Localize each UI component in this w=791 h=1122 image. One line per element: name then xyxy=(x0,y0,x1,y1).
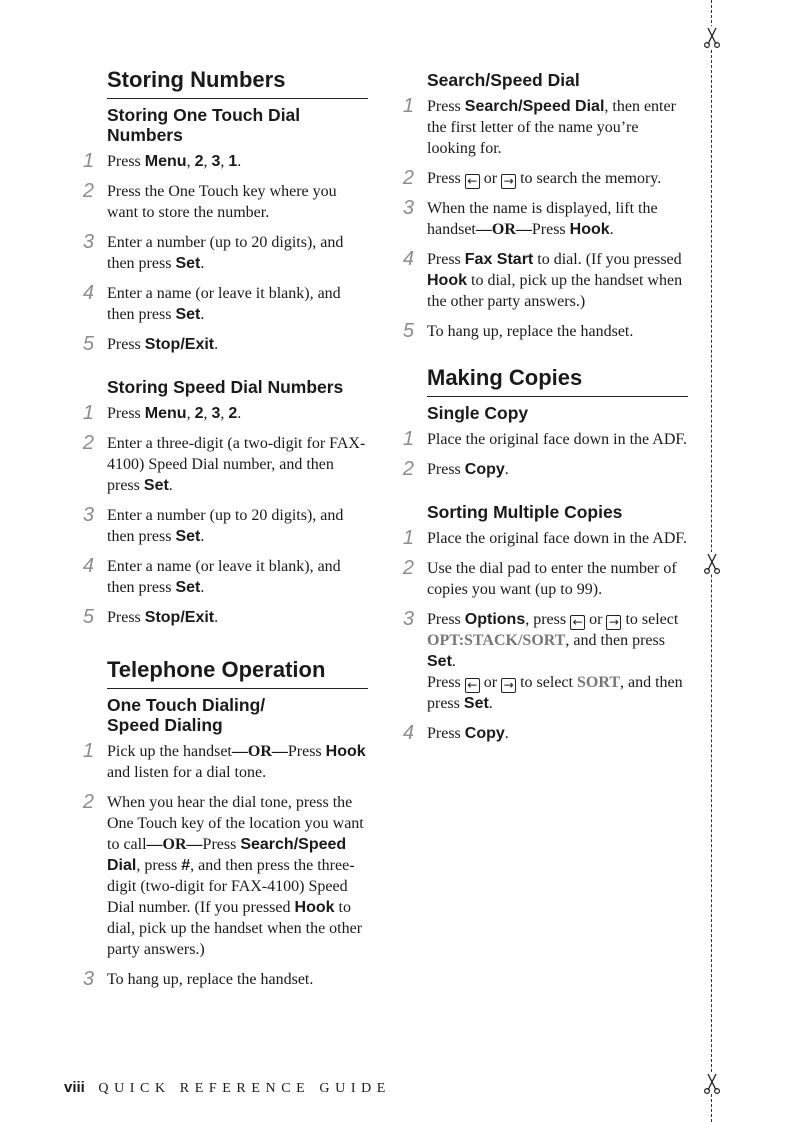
step-text: . xyxy=(200,306,205,323)
subsection-title-line: Speed Dialing xyxy=(107,715,223,735)
step-text: , press xyxy=(525,611,571,628)
step-text: Press xyxy=(427,251,465,268)
key-label: Set xyxy=(175,255,201,272)
step-item xyxy=(78,232,368,274)
key-label: Hook xyxy=(294,899,335,916)
arrow-left-key-icon: ← xyxy=(465,678,480,693)
step-number: 2 xyxy=(82,791,94,813)
step-text: Enter a name (or leave it blank), and then press xyxy=(107,285,341,323)
key-label: Menu xyxy=(144,405,187,422)
step-number: 5 xyxy=(82,606,94,628)
step-text: . xyxy=(237,153,242,170)
step-text: Enter a name (or leave it blank), and then press xyxy=(107,558,341,596)
page-number: viii xyxy=(64,1079,85,1096)
step-text: Press xyxy=(287,743,326,760)
step-item xyxy=(398,96,688,159)
step-item xyxy=(398,249,688,312)
step-text: , then enter the first letter of the name you’re looking for. xyxy=(427,98,676,157)
step-text: Press xyxy=(427,461,465,478)
key-label: Set xyxy=(175,528,201,545)
step-text: and listen for a dial tone. xyxy=(107,764,267,781)
key-label: Hook xyxy=(569,221,610,238)
scissors-icon xyxy=(702,552,722,574)
step-text: to dial, pick up the handset when the other party answers.) xyxy=(107,899,363,958)
step-text: or xyxy=(479,674,502,691)
step-item xyxy=(78,792,368,960)
step-text: Press xyxy=(427,611,465,628)
step-text: . xyxy=(214,609,219,626)
step-text: Enter a number (up to 20 digits), and then press xyxy=(107,234,344,272)
key-label: Copy xyxy=(464,725,505,742)
key-label: Hook xyxy=(325,743,366,760)
step-item xyxy=(398,429,688,450)
key-label: # xyxy=(181,857,191,874)
step-text: . xyxy=(609,221,614,238)
key-label: Stop/Exit xyxy=(144,609,215,626)
step-text: To hang up, replace the handset. xyxy=(427,323,634,340)
step-text: or xyxy=(479,170,502,187)
step-text: . xyxy=(200,579,205,596)
step-item xyxy=(78,433,368,496)
step-text: . xyxy=(451,653,456,670)
key-label: Search/Speed Dial xyxy=(107,836,347,874)
step-number: 5 xyxy=(82,333,94,355)
key-label: 2 xyxy=(194,405,204,422)
subsection-title-speed-dial: Storing Speed Dial Numbers xyxy=(107,377,344,397)
step-item xyxy=(78,969,368,990)
step-number: 1 xyxy=(402,527,414,549)
step-text: , xyxy=(203,153,212,170)
key-label: Set xyxy=(175,579,201,596)
step-item xyxy=(78,607,368,628)
step-text: Use the dial pad to enter the number of copies you want (up to 99). xyxy=(427,560,677,598)
steps-list xyxy=(78,151,368,355)
subsection-title-dialing xyxy=(107,695,368,735)
or-separator: —OR— xyxy=(231,743,288,760)
subsection-title-single-copy: Single Copy xyxy=(427,403,529,423)
step-text: . xyxy=(200,255,205,272)
step-text: Press the One Touch key where you want to store the number. xyxy=(107,183,337,221)
arrow-left-key-icon: ← xyxy=(465,174,480,189)
step-number: 3 xyxy=(402,197,414,219)
step-number: 4 xyxy=(402,248,414,270)
key-label: Set xyxy=(143,477,169,494)
footer-title: QUICK REFERENCE GUIDE xyxy=(98,1081,391,1096)
step-text: Press xyxy=(427,725,465,742)
step-text: To hang up, replace the handset. xyxy=(107,971,314,988)
key-label: 3 xyxy=(211,153,221,170)
arrow-left-key-icon: ← xyxy=(570,615,585,630)
step-text: , press xyxy=(136,857,182,874)
step-text: , and then press the three-digit (two-digit for FAX-4100) Speed Dial number. (If you pressed xyxy=(107,857,355,916)
step-number: 4 xyxy=(82,555,94,577)
right-column xyxy=(398,66,688,753)
step-item xyxy=(398,609,688,714)
step-item xyxy=(78,741,368,783)
key-label: Menu xyxy=(144,153,187,170)
step-number: 3 xyxy=(82,231,94,253)
step-text: , xyxy=(186,405,195,422)
step-text: Press xyxy=(107,405,145,422)
step-item xyxy=(78,181,368,223)
step-text: Press xyxy=(427,170,465,187)
step-text: Press xyxy=(427,674,465,691)
step-number: 3 xyxy=(82,968,94,990)
step-item xyxy=(78,334,368,355)
scissors-icon xyxy=(702,1072,722,1094)
steps-list xyxy=(398,96,688,342)
key-label: Copy xyxy=(464,461,505,478)
step-text: , xyxy=(186,153,195,170)
step-item xyxy=(78,151,368,172)
step-item xyxy=(398,321,688,342)
steps-list xyxy=(78,403,368,628)
arrow-right-key-icon: → xyxy=(501,678,516,693)
step-number: 4 xyxy=(82,282,94,304)
step-text: , xyxy=(220,153,229,170)
step-text: . xyxy=(214,336,219,353)
step-text: . xyxy=(237,405,242,422)
step-text: Press xyxy=(427,98,465,115)
step-text: to select xyxy=(621,611,679,628)
step-number: 4 xyxy=(402,722,414,744)
step-text: When the name is displayed, lift the handset xyxy=(427,200,658,238)
step-text: Press xyxy=(107,336,145,353)
step-item xyxy=(78,283,368,325)
step-text: . xyxy=(504,461,509,478)
or-separator: —OR— xyxy=(146,836,203,853)
scissors-icon xyxy=(702,26,722,48)
step-text: to dial. (If you pressed xyxy=(533,251,682,268)
step-text: Press xyxy=(107,609,145,626)
key-label: Set xyxy=(427,653,452,670)
step-text: . xyxy=(504,725,509,742)
key-label: 2 xyxy=(228,405,238,422)
key-label: Fax Start xyxy=(464,251,534,268)
section-title-storing-numbers: Storing Numbers xyxy=(107,66,368,99)
step-text: to dial, pick up the handset when the other party answers.) xyxy=(427,272,683,310)
step-text: , and then press xyxy=(427,674,683,712)
step-item xyxy=(78,556,368,598)
step-text: Pick up the handset xyxy=(107,743,232,760)
step-text: to search the memory. xyxy=(516,170,662,187)
subsection-title-one-touch: Storing One Touch Dial Numbers xyxy=(107,105,301,145)
key-label: Hook xyxy=(427,272,467,289)
step-item xyxy=(398,198,688,240)
step-text: to select xyxy=(516,674,577,691)
step-number: 3 xyxy=(402,608,414,630)
step-number: 5 xyxy=(402,320,414,342)
step-text: . xyxy=(168,477,173,494)
step-number: 2 xyxy=(402,167,414,189)
step-number: 3 xyxy=(82,504,94,526)
step-number: 1 xyxy=(82,150,94,172)
subsection-title-line: One Touch Dialing/ xyxy=(107,695,266,715)
step-item xyxy=(398,723,688,744)
section-title-telephone-operation: Telephone Operation xyxy=(107,656,368,689)
step-number: 1 xyxy=(82,402,94,424)
key-label: Stop/Exit xyxy=(144,336,215,353)
or-separator: —OR— xyxy=(475,221,532,238)
step-text: Press xyxy=(531,221,570,238)
arrow-right-key-icon: → xyxy=(501,174,516,189)
step-number: 2 xyxy=(402,557,414,579)
display-message: SORT xyxy=(576,674,620,691)
step-text: Press xyxy=(107,153,145,170)
arrow-right-key-icon: → xyxy=(606,615,621,630)
left-column xyxy=(78,66,368,999)
key-label: Set xyxy=(175,306,201,323)
key-label: 1 xyxy=(228,153,238,170)
step-item xyxy=(398,558,688,600)
step-text: Press xyxy=(202,836,241,853)
display-message: OPT:STACK/SORT xyxy=(427,632,566,649)
step-number: 2 xyxy=(402,458,414,480)
step-text: , xyxy=(220,405,229,422)
step-text: Place the original face down in the ADF. xyxy=(427,530,687,547)
step-number: 2 xyxy=(82,432,94,454)
step-item xyxy=(398,528,688,549)
step-text: or xyxy=(585,611,607,628)
page-footer xyxy=(64,1079,391,1097)
step-item xyxy=(398,168,688,189)
step-text: Enter a three-digit (a two-digit for FAX-4100) Speed Dial number, and then press xyxy=(107,435,366,494)
step-number: 1 xyxy=(402,95,414,117)
step-number: 1 xyxy=(402,428,414,450)
step-item xyxy=(78,505,368,547)
steps-list xyxy=(398,528,688,744)
section-title-making-copies: Making Copies xyxy=(427,364,688,397)
key-label: Options xyxy=(464,611,526,628)
key-label: Search/Speed Dial xyxy=(464,98,605,115)
step-number: 1 xyxy=(82,740,94,762)
steps-list xyxy=(78,741,368,990)
step-text: Enter a number (up to 20 digits), and then press xyxy=(107,507,344,545)
step-item xyxy=(398,459,688,480)
step-text: . xyxy=(200,528,205,545)
key-label: Set xyxy=(463,695,489,712)
step-number: 2 xyxy=(82,180,94,202)
step-text: , xyxy=(203,405,212,422)
step-text: , and then press xyxy=(565,632,665,649)
key-label: 3 xyxy=(211,405,221,422)
step-item xyxy=(78,403,368,424)
step-text: When you hear the dial tone, press the One Touch key of the location you want to call xyxy=(107,794,364,853)
step-text: Place the original face down in the ADF. xyxy=(427,431,687,448)
step-text: . xyxy=(488,695,493,712)
steps-list xyxy=(398,429,688,480)
key-label: 2 xyxy=(194,153,204,170)
subsection-title-search: Search/Speed Dial xyxy=(427,70,580,90)
subsection-title-sorting: Sorting Multiple Copies xyxy=(427,502,623,522)
